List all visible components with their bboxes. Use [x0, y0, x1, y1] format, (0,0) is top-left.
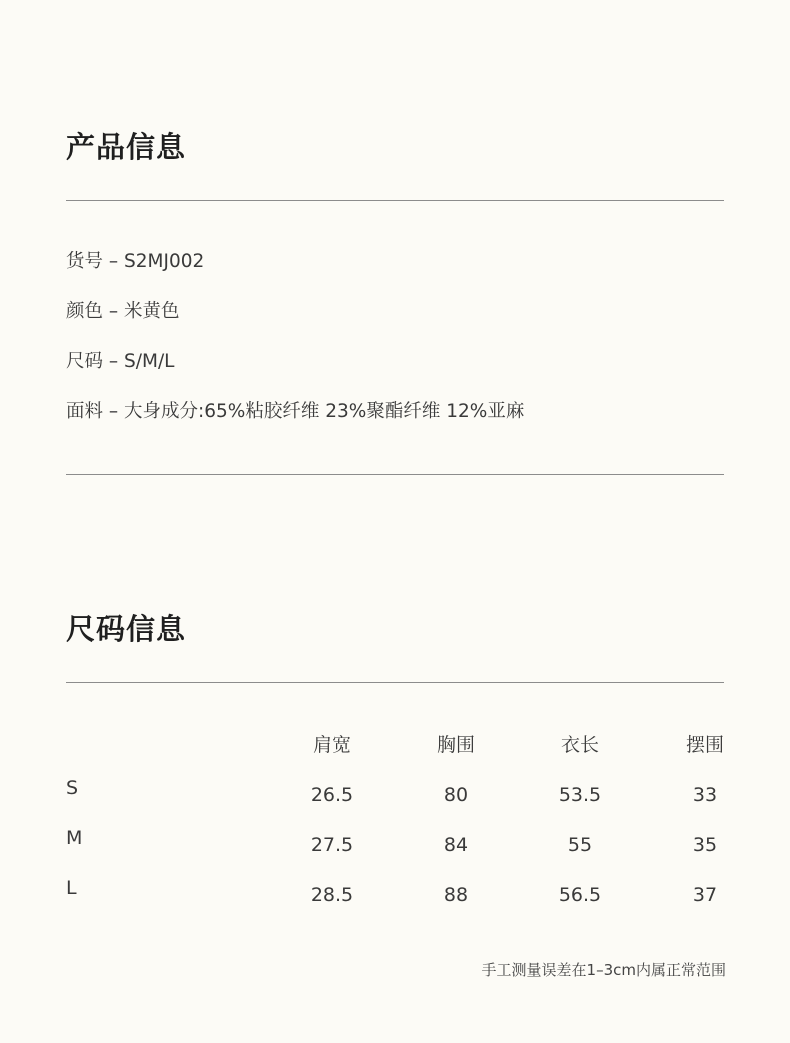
table-cell: 33 — [692, 784, 718, 806]
product-info-bottom-divider — [66, 474, 724, 475]
measurement-note: 手工测量误差在1–3cm内属正常范围 — [481, 961, 726, 979]
column-header-chest: 胸围 — [436, 734, 475, 756]
size-line: 尺码 – S/M/L — [66, 351, 175, 372]
row-label-s: S — [66, 777, 79, 799]
product-info-top-divider — [66, 200, 724, 201]
row-label-l: L — [66, 877, 77, 899]
column-header-hem: 摆围 — [685, 734, 724, 756]
column-header-shoulder: 肩宽 — [312, 734, 351, 756]
table-cell: 27.5 — [310, 834, 354, 856]
table-cell: 26.5 — [310, 784, 354, 806]
size-info-title: 尺码信息 — [66, 612, 187, 646]
table-cell: 28.5 — [310, 884, 354, 906]
size-info-divider — [66, 682, 724, 683]
column-header-length: 衣长 — [560, 734, 599, 756]
row-label-m: M — [66, 827, 83, 849]
table-cell: 84 — [443, 834, 469, 856]
table-cell: 88 — [443, 884, 469, 906]
table-cell: 55 — [567, 834, 593, 856]
item-number-line: 货号 – S2MJ002 — [66, 251, 205, 272]
color-line: 颜色 – 米黄色 — [66, 301, 180, 322]
table-cell: 35 — [692, 834, 718, 856]
product-info-title: 产品信息 — [66, 130, 187, 164]
table-cell: 37 — [692, 884, 718, 906]
table-cell: 80 — [443, 784, 469, 806]
fabric-line: 面料 – 大身成分:65%粘胶纤维 23%聚酯纤维 12%亚麻 — [66, 401, 525, 422]
table-cell: 56.5 — [558, 884, 602, 906]
table-cell: 53.5 — [558, 784, 602, 806]
